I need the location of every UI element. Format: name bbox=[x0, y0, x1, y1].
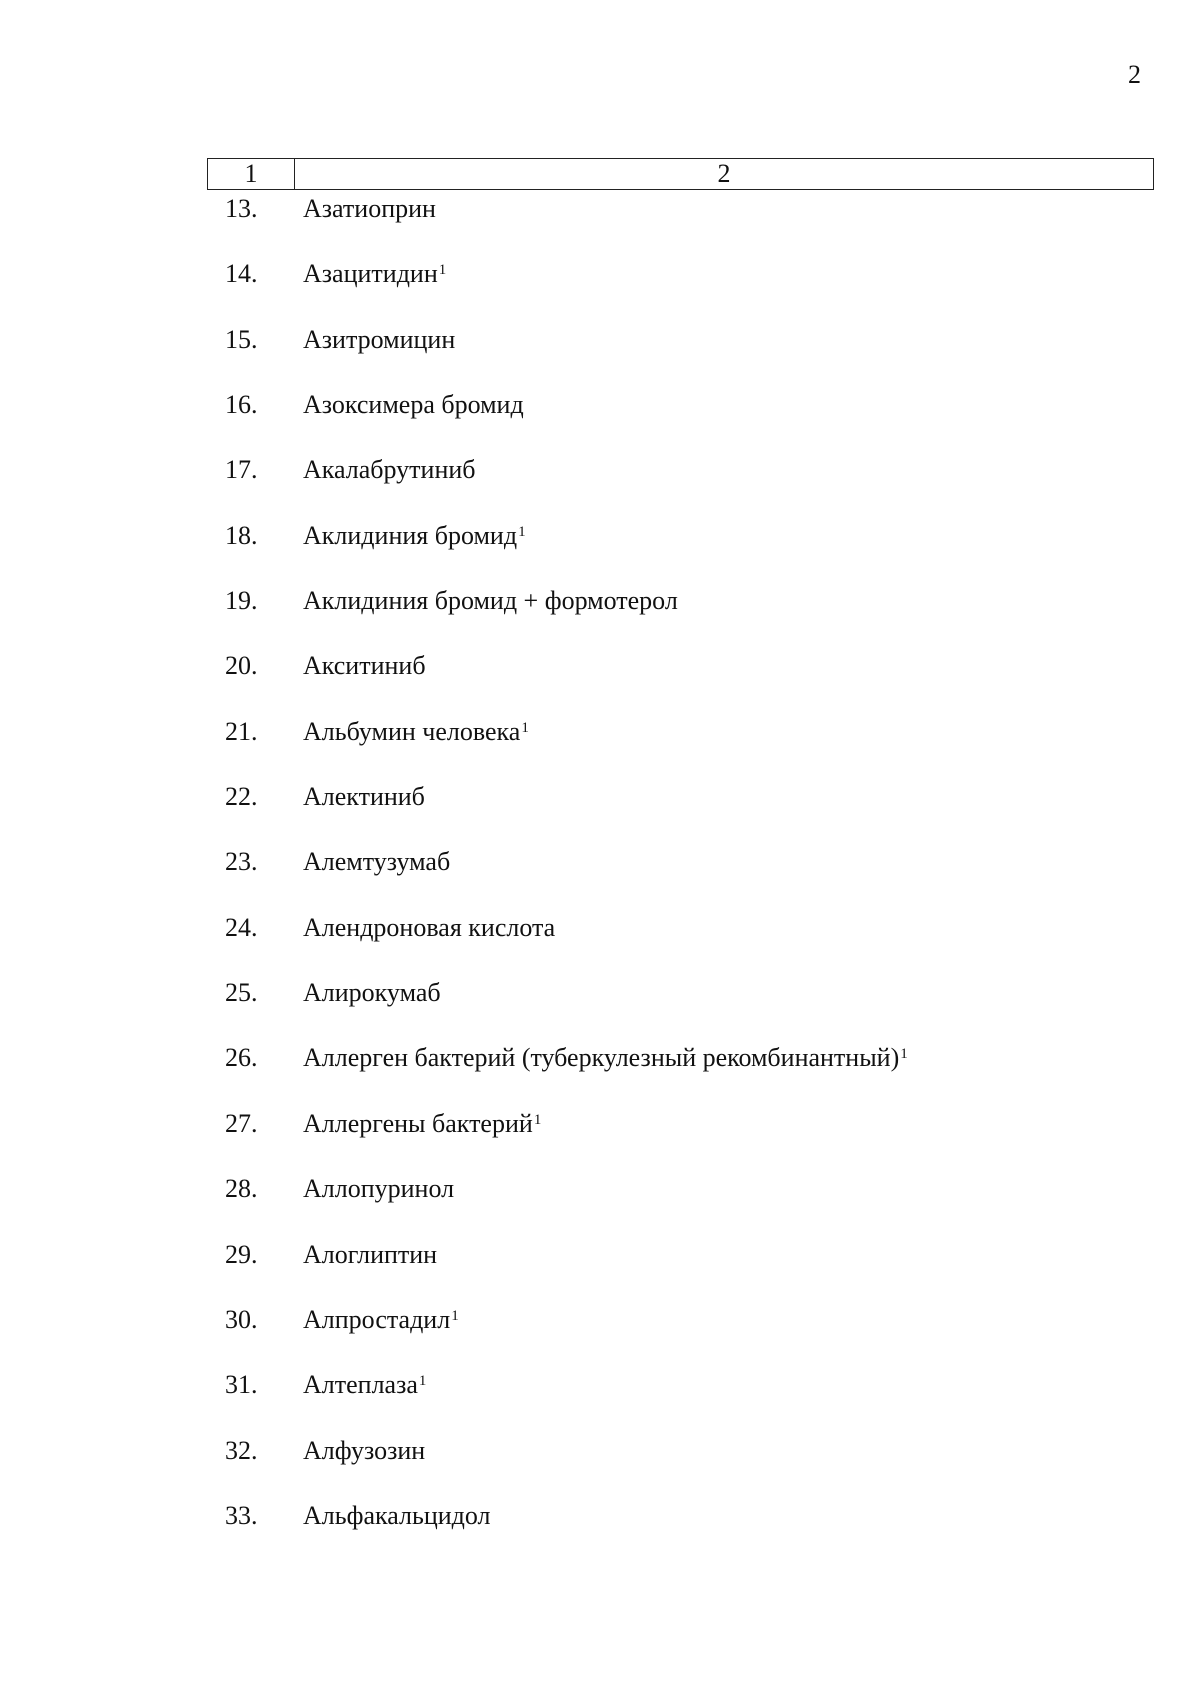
list-item bbox=[200, 780, 1160, 845]
list-item bbox=[200, 976, 1160, 1041]
item-number: 26. bbox=[225, 1043, 258, 1073]
list-item bbox=[200, 715, 1160, 780]
footnote-marker: 1 bbox=[518, 523, 526, 540]
list-item bbox=[200, 584, 1160, 649]
item-name: Алпростадил$^1$ bbox=[303, 1304, 459, 1334]
footnote-marker: 1 bbox=[533, 1111, 542, 1128]
item-name: Альбумин человека$^1$ bbox=[303, 716, 529, 746]
list-item bbox=[200, 388, 1160, 453]
item-name: Алемтузумаб bbox=[303, 847, 451, 877]
item-name: Азоксимера бромид bbox=[303, 390, 524, 420]
list-item bbox=[200, 192, 1160, 257]
item-name: Азацитидин$^1$ bbox=[303, 259, 447, 289]
item-number: 17. bbox=[225, 455, 258, 485]
footnote-marker: 1 bbox=[418, 1373, 427, 1390]
item-name: Акситиниб bbox=[303, 651, 426, 681]
item-number: 32. bbox=[225, 1435, 258, 1465]
item-number: 15. bbox=[225, 324, 258, 354]
list-item bbox=[200, 1368, 1160, 1433]
list-item bbox=[200, 1434, 1160, 1499]
item-name: Аллопуринол bbox=[303, 1174, 455, 1204]
list-item bbox=[200, 1172, 1160, 1237]
list-item bbox=[200, 257, 1160, 322]
page-number: 2 bbox=[1128, 60, 1141, 89]
item-number: 19. bbox=[225, 586, 258, 616]
table-header-col2: 2 bbox=[717, 159, 731, 188]
item-number: 25. bbox=[225, 978, 258, 1008]
item-name: Аллергены бактерий$^1$ bbox=[303, 1108, 542, 1138]
item-name: Акалабрутиниб bbox=[303, 455, 476, 485]
footnote-marker: 1 bbox=[451, 1307, 459, 1324]
item-number: 14. bbox=[225, 259, 258, 289]
footnote-marker: 1 bbox=[521, 719, 529, 736]
item-number: 23. bbox=[225, 847, 258, 877]
list-item bbox=[200, 649, 1160, 714]
list-item bbox=[200, 1107, 1160, 1172]
item-name: Азатиоприн bbox=[303, 194, 436, 223]
item-number: 30. bbox=[225, 1304, 258, 1334]
item-number: 29. bbox=[225, 1239, 258, 1269]
item-name: Алирокумаб bbox=[303, 978, 441, 1008]
list-item bbox=[200, 911, 1160, 976]
item-number: 20. bbox=[225, 651, 258, 681]
list-item bbox=[200, 1041, 1160, 1106]
item-name: Аклидиния бромид$^1$ bbox=[303, 520, 526, 550]
item-number: 22. bbox=[225, 782, 258, 812]
item-name: Алектиниб bbox=[303, 782, 425, 812]
item-number: 21. bbox=[225, 716, 258, 746]
footnote-marker: 1 bbox=[438, 262, 447, 279]
item-name: Алтеплаза$^1$ bbox=[303, 1370, 427, 1400]
item-number: 16. bbox=[225, 390, 258, 420]
list-item bbox=[200, 1303, 1160, 1368]
list-item bbox=[200, 845, 1160, 910]
item-name: Альфакальцидол bbox=[303, 1500, 491, 1530]
table-header-col1: 1 bbox=[208, 159, 295, 189]
item-name: Аллерген бактерий (туберкулезный рекомбинантный)$^1$ bbox=[303, 1043, 908, 1073]
list-item bbox=[200, 453, 1160, 518]
list-item bbox=[200, 323, 1160, 388]
list-item bbox=[200, 1499, 1160, 1564]
item-name: Алоглиптин bbox=[303, 1239, 438, 1269]
item-name: Аклидиния бромид + формотерол bbox=[303, 586, 678, 616]
item-name: Азитромицин bbox=[303, 324, 456, 354]
item-number: 27. bbox=[225, 1108, 258, 1138]
item-number: 31. bbox=[225, 1370, 258, 1400]
item-number: 18. bbox=[225, 520, 258, 550]
item-number: 24. bbox=[225, 912, 258, 942]
list-item bbox=[200, 1238, 1160, 1303]
list-item bbox=[200, 519, 1160, 584]
item-name: Алендроновая кислота bbox=[303, 912, 556, 942]
item-name: Алфузозин bbox=[303, 1435, 426, 1465]
drug-list bbox=[200, 192, 1160, 1564]
item-number: 28. bbox=[225, 1174, 258, 1204]
item-number: 13. bbox=[225, 194, 258, 223]
footnote-marker: 1 bbox=[900, 1046, 908, 1063]
item-number: 33. bbox=[225, 1500, 258, 1530]
table-header bbox=[207, 158, 1154, 190]
